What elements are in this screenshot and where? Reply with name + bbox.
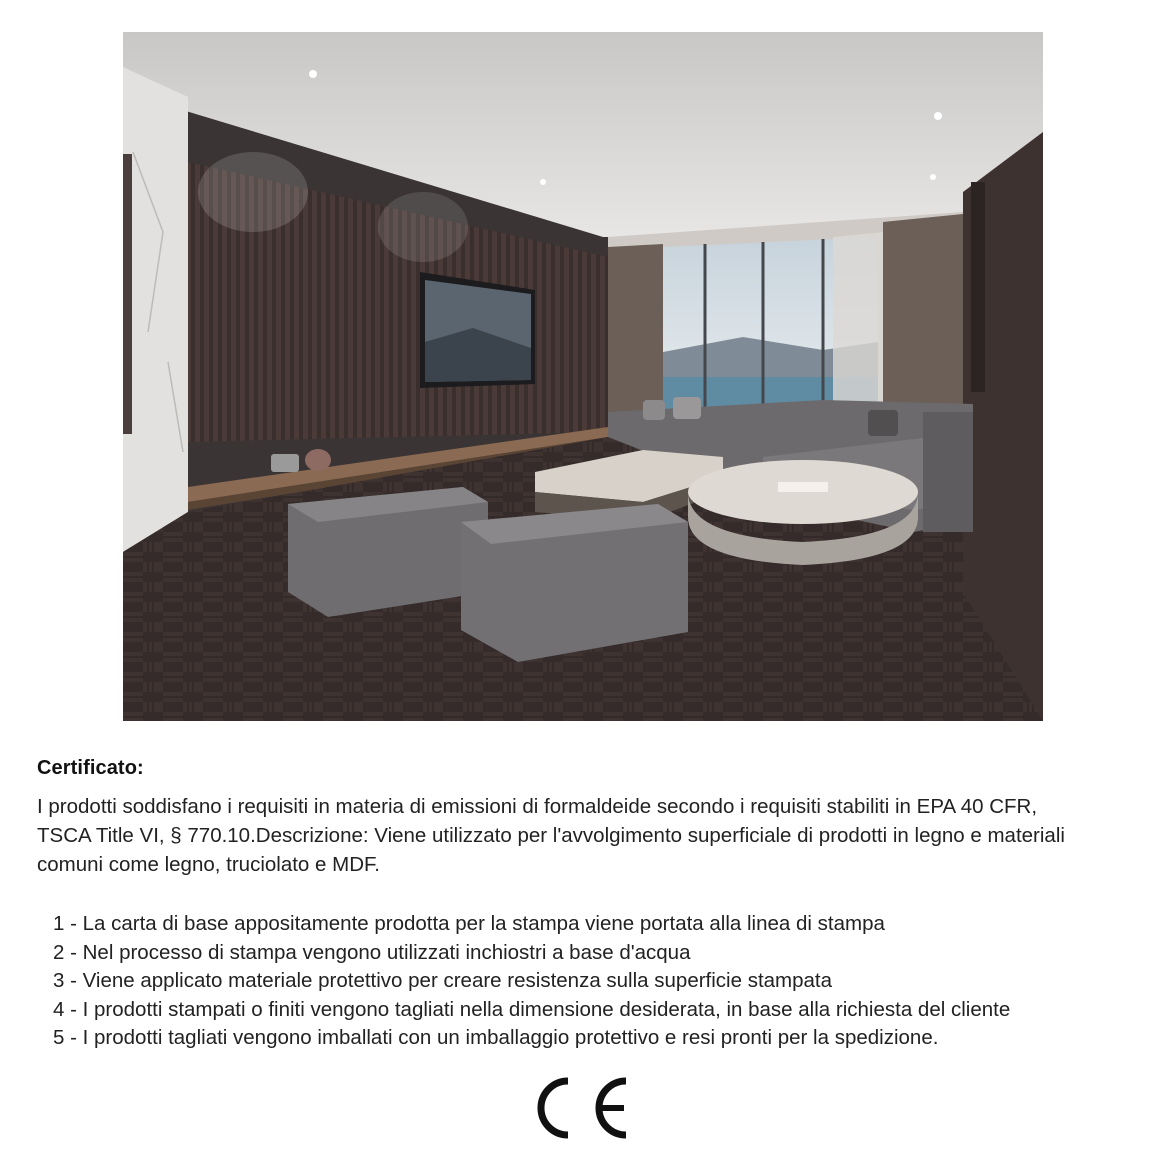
interior-photo bbox=[123, 32, 1043, 721]
living-room-image bbox=[123, 32, 1043, 721]
certificate-heading: Certificato: bbox=[37, 757, 144, 779]
list-item: 4 - I prodotti stampati o finiti vengono tagliati nella dimensione desiderata, in base alla richiesta del cliente bbox=[53, 997, 1011, 1021]
description-line-1: I prodotti soddisfano i requisiti in materia di emissioni di formaldeide secondo i requisiti stabiliti in EPA 40 CFR, bbox=[37, 795, 1038, 818]
description-line-3: comuni come legno, truciolato e MDF. bbox=[37, 853, 380, 876]
certificate-description bbox=[37, 792, 1137, 879]
list-item: 3 - Viene applicato materiale protettivo per creare resistenza sulla superficie stampata bbox=[53, 969, 833, 992]
ce-mark-icon bbox=[532, 1077, 632, 1139]
list-item: 1 - La carta di base appositamente prodotta per la stampa viene portata alla linea di stampa bbox=[53, 912, 885, 935]
list-item: 5 - I prodotti tagliati vengono imballati con un imballaggio protettivo e resi pronti per la spedizione. bbox=[53, 1026, 939, 1049]
description-line-2: TSCA Title VI, § 770.10.Descrizione: Viene utilizzato per l'avvolgimento superficiale di prodotti in legno e materiali bbox=[37, 824, 1065, 847]
production-steps-list bbox=[53, 910, 1143, 1053]
list-item: 2 - Nel processo di stampa vengono utilizzati inchiostri a base d'acqua bbox=[53, 940, 691, 964]
